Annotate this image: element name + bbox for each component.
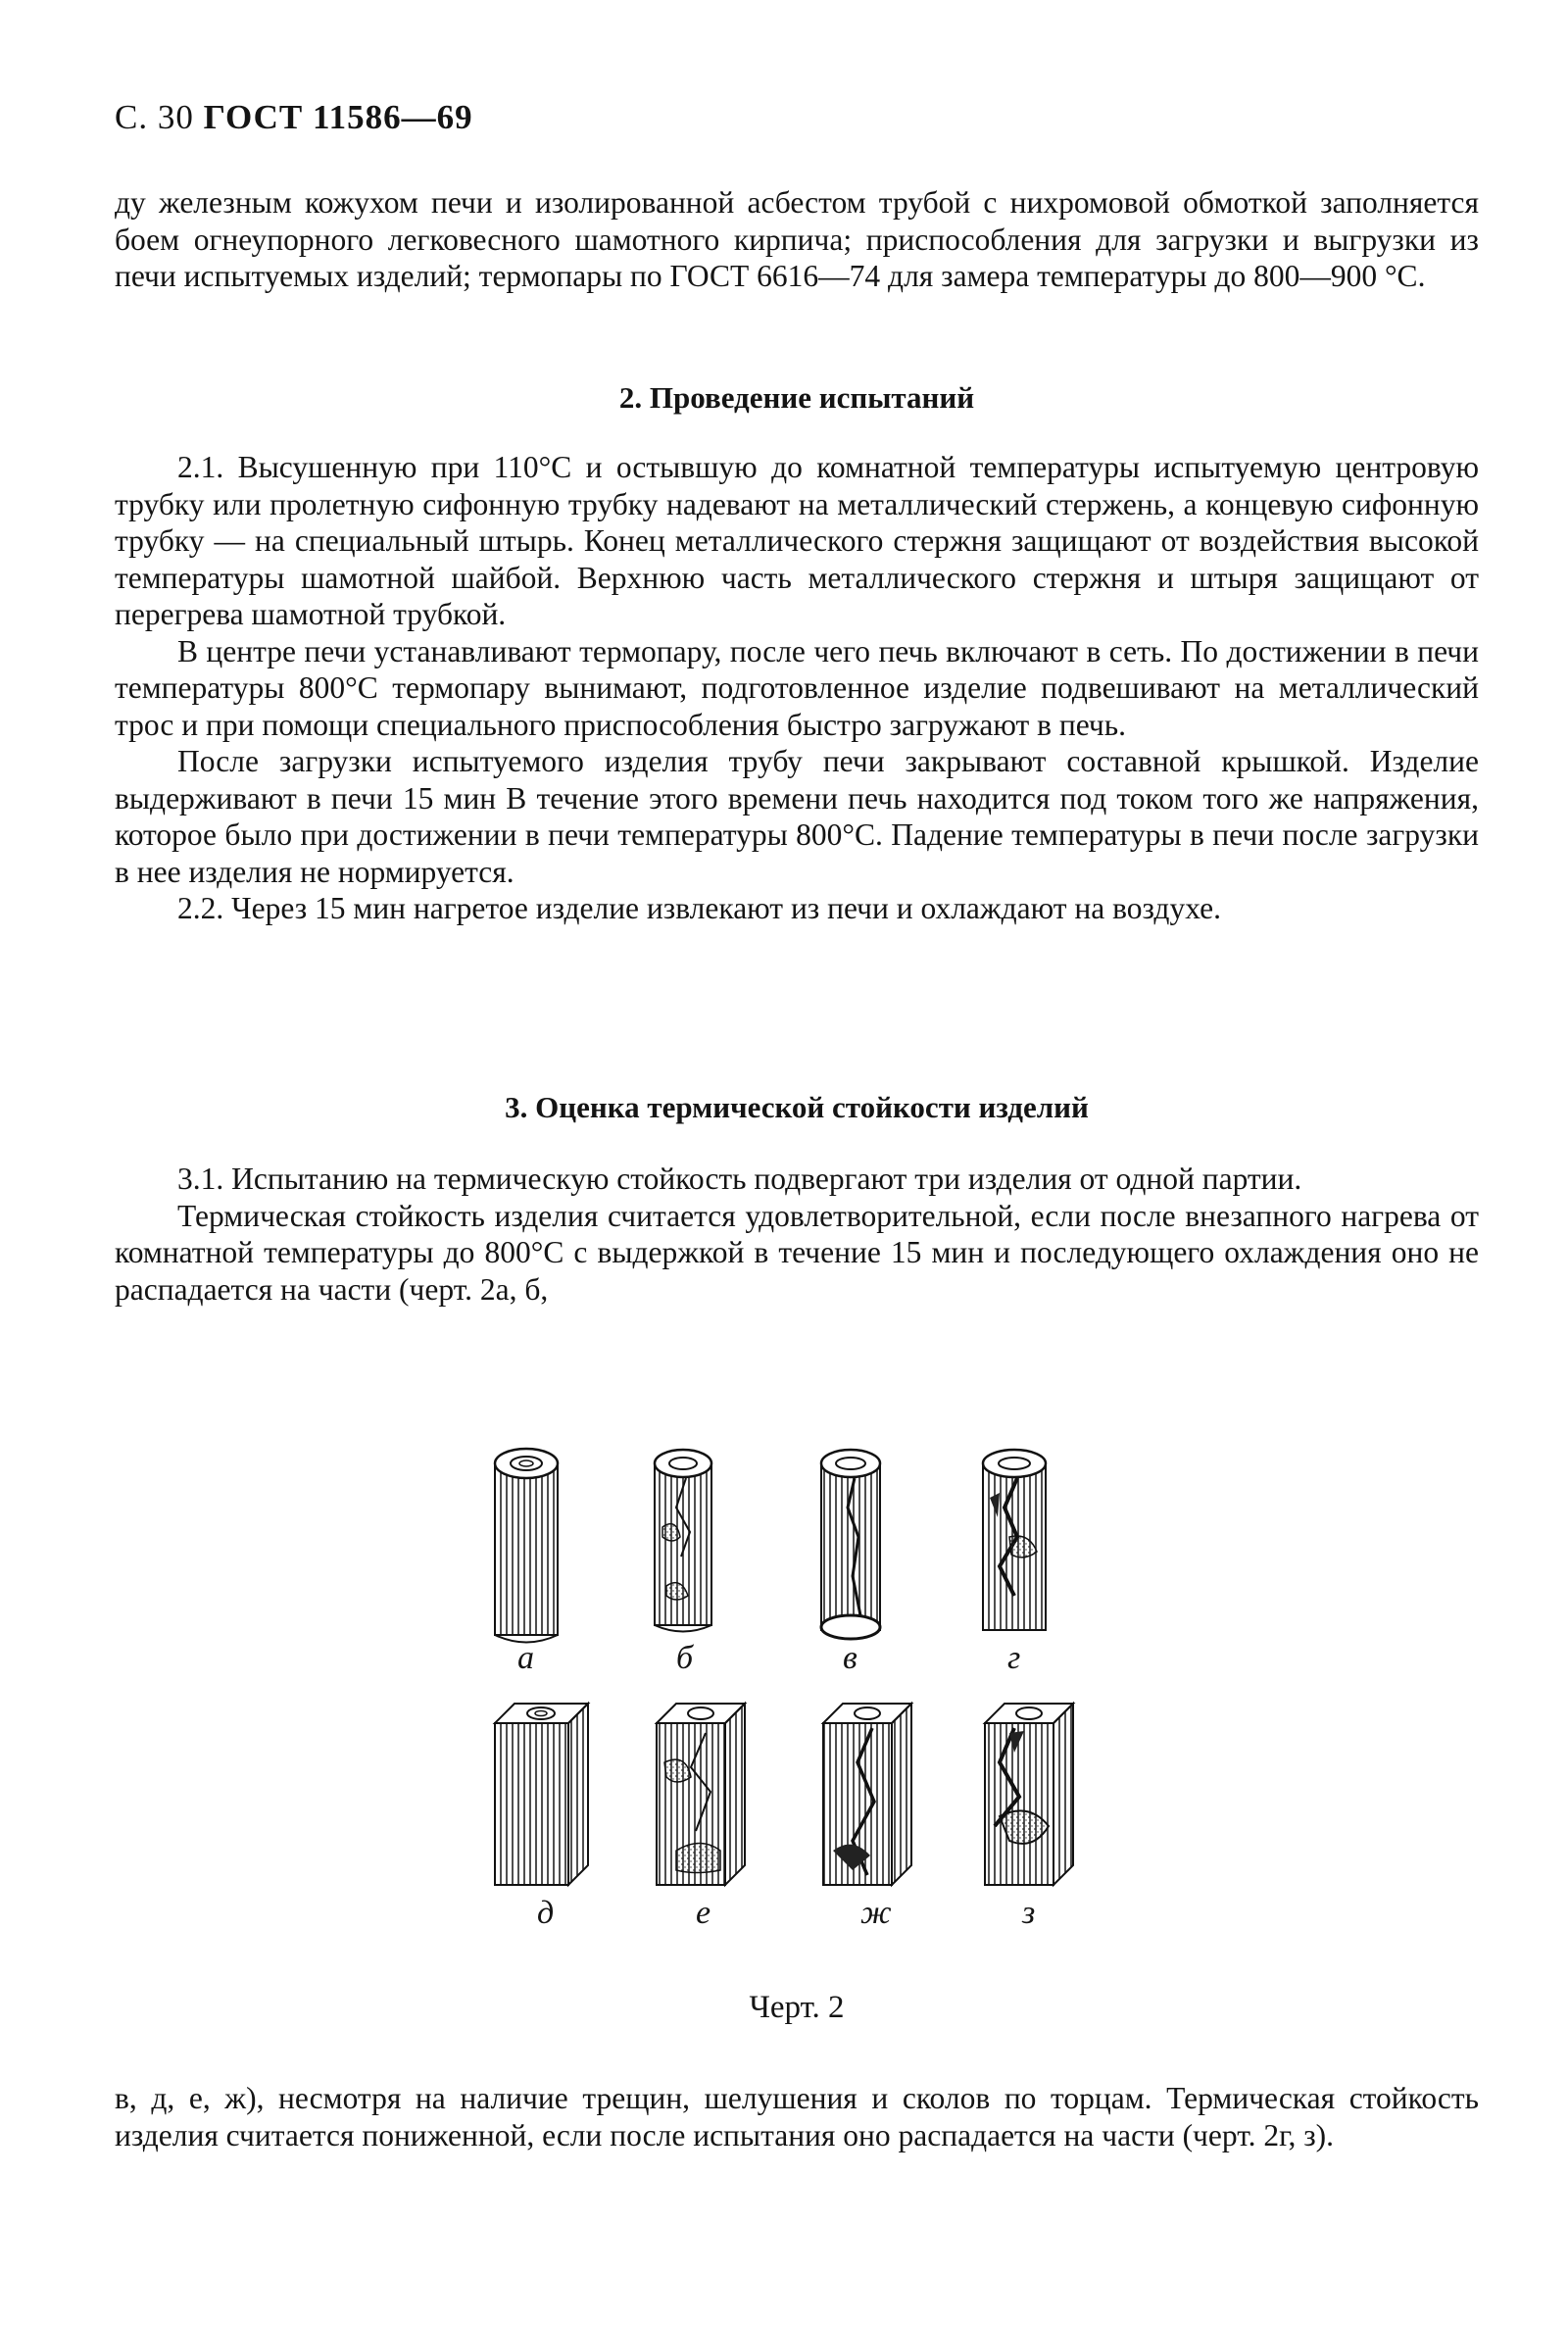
paragraph-2-1-c: После загрузки испытуемого изделия трубу печи закрывают составной крышкой. Изделие выдерживают в печи 15 мин В течение этого времени печь находится под током того же напряжения, которое было при достижении в печи температуры 800°С. Падение температуры в печи после загрузки в нее изделия не нормируется. [115, 744, 1479, 889]
section-2-body [115, 449, 1479, 927]
specimen-a-drawing [495, 1449, 558, 1643]
label-z: з [1022, 1895, 1036, 1931]
specimen-z-drawing [985, 1704, 1073, 1885]
paragraph-2-1-b: В центре печи устанавливают термопару, после чего печь включают в сеть. По достижении в печи температуры 800°С термопару вынимают, подготовленное изделие подвешивают на металлический трос и при помощи специального приспособления быстро загружают в печь. [115, 633, 1479, 742]
specimen-e-drawing [657, 1704, 745, 1885]
section-2-title: 2. Проведение испытаний [618, 380, 975, 415]
specimen-g-drawing [983, 1450, 1046, 1630]
label-zh: ж [860, 1895, 892, 1931]
paragraph-2-2: 2.2. Через 15 мин нагретое изделие извлекают из печи и охлаждают на воздухе. [177, 891, 1222, 925]
page-header [115, 98, 473, 137]
page-number: С. 30 [115, 98, 194, 136]
paragraph-3-1: 3.1. Испытанию на термическую стойкость подвергают три изделия от одной партии. [177, 1162, 1302, 1196]
figure-caption: Черт. 2 [749, 1990, 845, 2025]
intro-text: ду железным кожухом печи и изолированной асбестом трубой с нихромовой обмоткой заполняется боем огнеупорного легковесного шамотного кирпича; приспособления для загрузки и выгрузки из печи испытуемых изделий; термопары по ГОСТ 6616—74 для замера температуры до 800—900 °С. [115, 185, 1479, 293]
paragraph-3-1-c: в, д, е, ж), несмотря на наличие трещин, шелушения и сколов по торцам. Термическая стойкость изделия считается пониженной, если после испытания оно распадается на части (черт. 2г, з). [115, 2081, 1479, 2152]
paragraph-3-1-b: Термическая стойкость изделия считается удовлетворительной, если после внезапного нагрева от комнатной температуры до 800°С с выдержкой в течение 15 мин и последующего охлаждения оно не распадается на части (черт. 2а, б, [115, 1198, 1479, 1307]
paragraph-2-1: 2.1. Высушенную при 110°С и остывшую до комнатной температуры испытуемую центровую трубку или пролетную сифонную трубку надевают на металлический стержень, а концевую сифонную трубку — на специальный штырь. Конец металлического стержня защищают от воздействия высокой температуры шамотной шайбой. Верхнюю часть металлического стержня и штыря защищают от перегрева шамотной трубкой. [115, 450, 1479, 631]
label-g: г [1007, 1640, 1021, 1676]
specimen-d-drawing [495, 1704, 588, 1885]
label-d: д [537, 1895, 555, 1931]
section-3-title: 3. Оценка термической стойкости изделий [505, 1090, 1089, 1124]
label-v: в [843, 1640, 858, 1676]
specimen-v-drawing [821, 1450, 880, 1639]
section-3-body [115, 1161, 1479, 1308]
intro-paragraph [115, 184, 1479, 295]
figure-drawing [480, 1439, 1088, 1978]
section-3-continued [115, 2080, 1479, 2153]
specimen-zh-drawing [823, 1704, 911, 1885]
figure-2 [480, 1439, 1088, 1978]
specimen-b-drawing [655, 1450, 711, 1632]
label-b: б [676, 1640, 694, 1676]
standard-number: ГОСТ 11586—69 [203, 98, 473, 136]
label-a: а [517, 1640, 534, 1676]
label-e: е [696, 1895, 711, 1931]
